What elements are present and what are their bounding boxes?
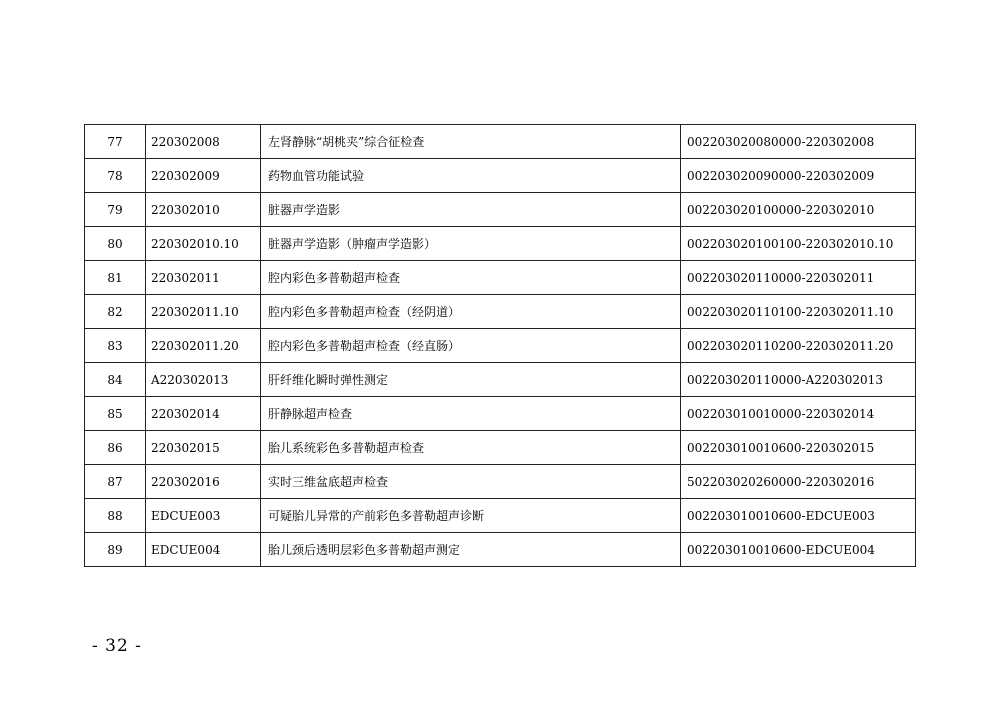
table-row [85, 295, 916, 329]
item-name-cell: 腔内彩色多普勒超声检查（经阴道） [261, 295, 681, 329]
table-row [85, 227, 916, 261]
item-code-cell: EDCUE003 [146, 499, 261, 533]
item-code-cell: 220302014 [146, 397, 261, 431]
item-code-cell: 220302016 [146, 465, 261, 499]
row-number-cell: 85 [85, 397, 146, 431]
reference-code-cell: 002203010010600-EDCUE004 [681, 533, 916, 567]
item-name-cell: 腔内彩色多普勒超声检查（经直肠） [261, 329, 681, 363]
reference-code-cell: 502203020260000-220302016 [681, 465, 916, 499]
row-number-cell: 88 [85, 499, 146, 533]
table-row [85, 159, 916, 193]
item-name-cell: 胎儿系统彩色多普勒超声检查 [261, 431, 681, 465]
reference-code-cell: 002203020090000-220302009 [681, 159, 916, 193]
row-number-cell: 86 [85, 431, 146, 465]
item-name-cell: 实时三维盆底超声检查 [261, 465, 681, 499]
row-number-cell: 83 [85, 329, 146, 363]
reference-code-cell: 002203020110200-220302011.20 [681, 329, 916, 363]
reference-code-cell: 002203010010000-220302014 [681, 397, 916, 431]
table-row [85, 193, 916, 227]
table-row [85, 261, 916, 295]
row-number-cell: 87 [85, 465, 146, 499]
item-code-cell: 220302008 [146, 125, 261, 159]
item-name-cell: 肝静脉超声检查 [261, 397, 681, 431]
table-row [85, 465, 916, 499]
reference-code-cell: 002203020110000-220302011 [681, 261, 916, 295]
procedure-code-table [84, 124, 916, 567]
table-row [85, 329, 916, 363]
reference-code-cell: 002203020080000-220302008 [681, 125, 916, 159]
row-number-cell: 77 [85, 125, 146, 159]
row-number-cell: 84 [85, 363, 146, 397]
item-code-cell: 220302011.10 [146, 295, 261, 329]
item-code-cell: 220302015 [146, 431, 261, 465]
row-number-cell: 81 [85, 261, 146, 295]
item-code-cell: 220302011.20 [146, 329, 261, 363]
reference-code-cell: 002203010010600-220302015 [681, 431, 916, 465]
table-row [85, 363, 916, 397]
page-number: - 32 - [92, 636, 142, 656]
item-name-cell: 脏器声学造影 [261, 193, 681, 227]
table-body [85, 125, 916, 567]
item-code-cell: 220302009 [146, 159, 261, 193]
item-name-cell: 胎儿颈后透明层彩色多普勒超声测定 [261, 533, 681, 567]
row-number-cell: 79 [85, 193, 146, 227]
item-code-cell: A220302013 [146, 363, 261, 397]
reference-code-cell: 002203020100100-220302010.10 [681, 227, 916, 261]
item-name-cell: 左肾静脉“胡桃夹”综合征检查 [261, 125, 681, 159]
item-code-cell: 220302010.10 [146, 227, 261, 261]
table-row [85, 499, 916, 533]
item-code-cell: 220302010 [146, 193, 261, 227]
item-name-cell: 肝纤维化瞬时弹性测定 [261, 363, 681, 397]
reference-code-cell: 002203020110000-A220302013 [681, 363, 916, 397]
item-name-cell: 脏器声学造影（肿瘤声学造影） [261, 227, 681, 261]
item-code-cell: EDCUE004 [146, 533, 261, 567]
table-row [85, 125, 916, 159]
row-number-cell: 80 [85, 227, 146, 261]
item-name-cell: 药物血管功能试验 [261, 159, 681, 193]
reference-code-cell: 002203010010600-EDCUE003 [681, 499, 916, 533]
row-number-cell: 78 [85, 159, 146, 193]
item-name-cell: 腔内彩色多普勒超声检查 [261, 261, 681, 295]
table-row [85, 397, 916, 431]
reference-code-cell: 002203020100000-220302010 [681, 193, 916, 227]
reference-code-cell: 002203020110100-220302011.10 [681, 295, 916, 329]
table-row [85, 431, 916, 465]
row-number-cell: 89 [85, 533, 146, 567]
table-row [85, 533, 916, 567]
item-code-cell: 220302011 [146, 261, 261, 295]
row-number-cell: 82 [85, 295, 146, 329]
item-name-cell: 可疑胎儿异常的产前彩色多普勒超声诊断 [261, 499, 681, 533]
